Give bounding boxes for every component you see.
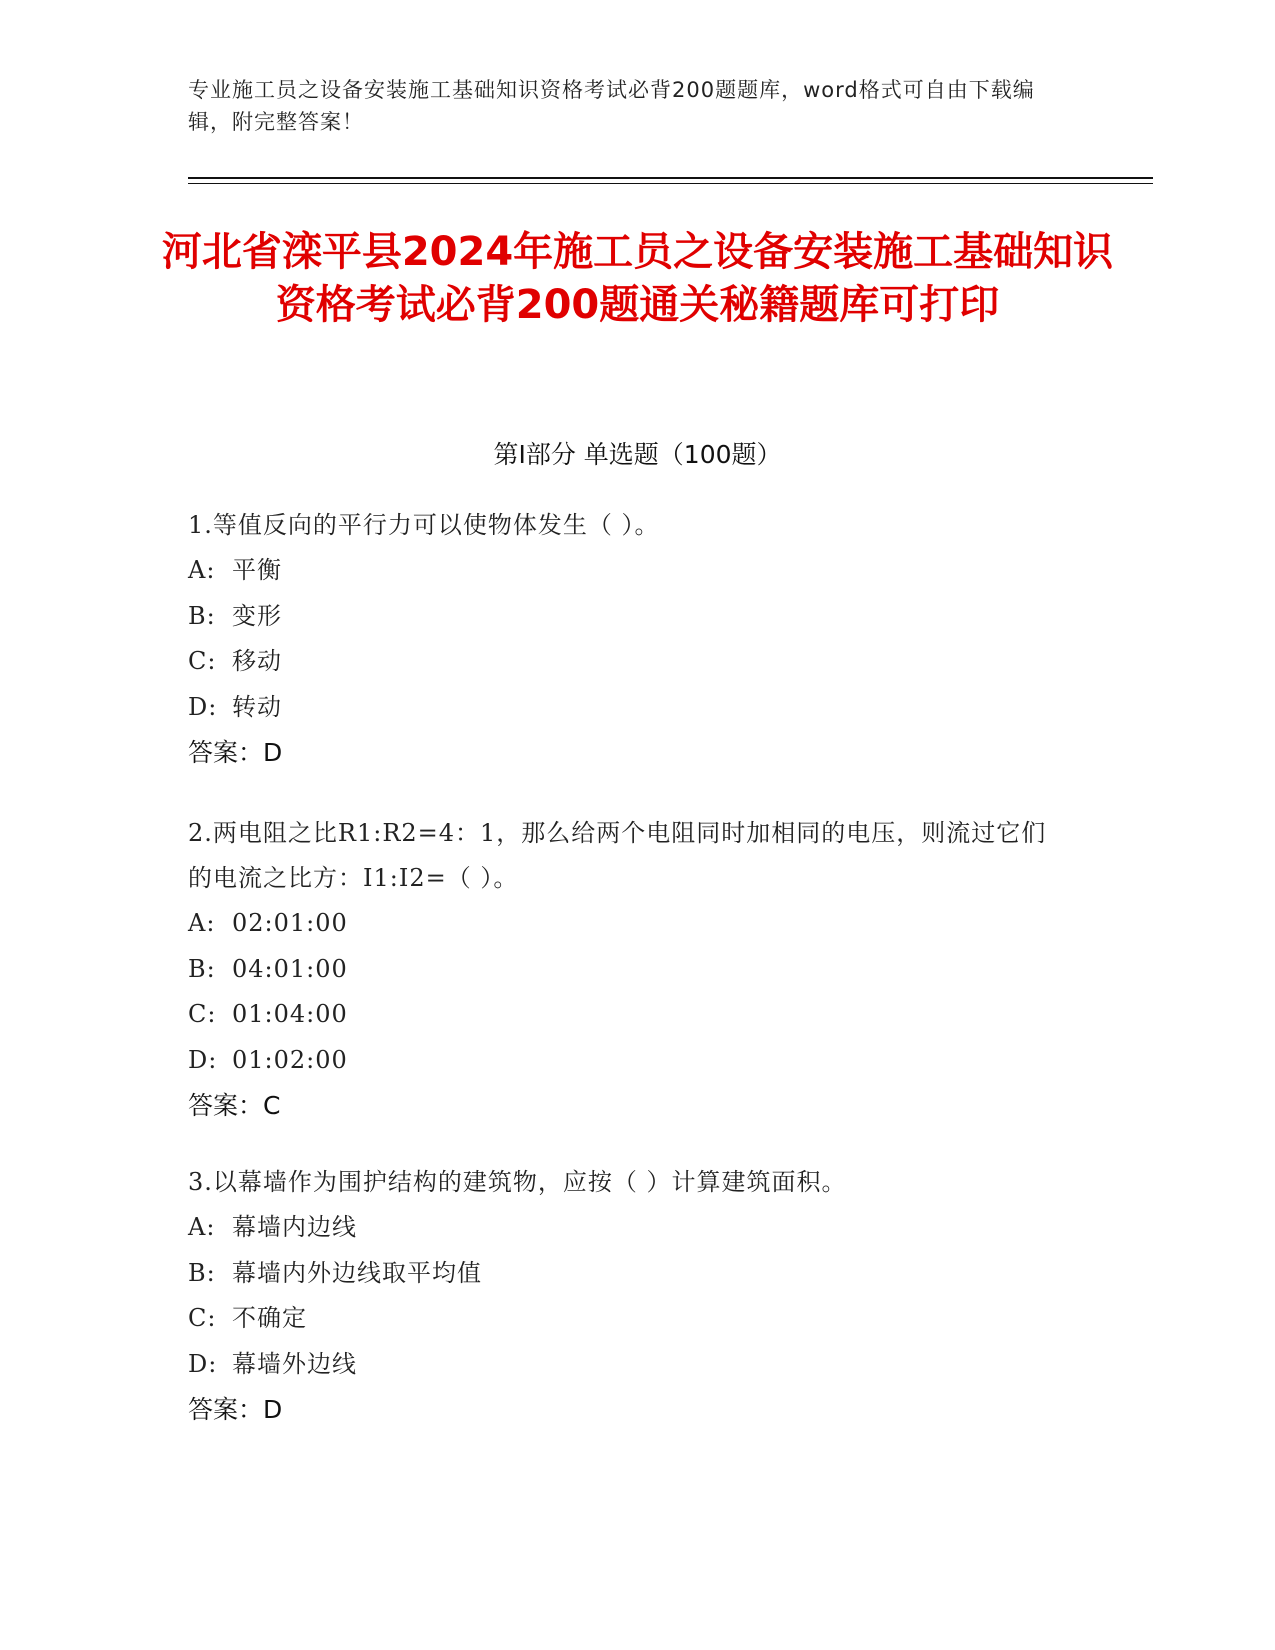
option-text: 01:04:00 bbox=[232, 1000, 348, 1028]
option-a bbox=[188, 548, 1088, 594]
option-text: 幕墙内外边线取平均值 bbox=[232, 1258, 482, 1287]
option-text: 04:01:00 bbox=[232, 954, 348, 983]
option-letter: A: bbox=[188, 1213, 216, 1241]
option-b bbox=[188, 1251, 1088, 1297]
option-letter: B: bbox=[188, 954, 216, 983]
option-b bbox=[188, 594, 1088, 640]
option-letter: D: bbox=[188, 692, 218, 721]
option-letter: C: bbox=[188, 1000, 217, 1028]
section-heading: 第I部分 单选题（100题） bbox=[493, 440, 782, 469]
option-a bbox=[188, 901, 1068, 947]
answer: 答案：D bbox=[188, 1395, 283, 1424]
header-note: 专业施工员之设备安装施工基础知识资格考试必背200题题库，word格式可自由下载编辑，附完整答案！ bbox=[188, 78, 1035, 134]
header-divider-thin bbox=[188, 183, 1153, 184]
question-stem: 3.以幕墙作为围护结构的建筑物，应按（ ）计算建筑面积。 bbox=[188, 1168, 847, 1196]
option-text: 幕墙外边线 bbox=[232, 1349, 357, 1378]
question-2 bbox=[188, 811, 1068, 1129]
option-letter: C: bbox=[188, 647, 217, 675]
option-text: 02:01:00 bbox=[232, 909, 348, 937]
option-letter: B: bbox=[188, 1258, 216, 1287]
option-text: 幕墙内边线 bbox=[232, 1213, 357, 1241]
option-d bbox=[188, 1342, 1088, 1388]
answer: 答案：D bbox=[188, 738, 283, 767]
option-d bbox=[188, 685, 1088, 731]
question-stem: 1.等值反向的平行力可以使物体发生（ ）。 bbox=[188, 511, 660, 539]
document-title: 河北省滦平县2024年施工员之设备安装施工基础知识资格考试必背200题通关秘籍题库可打印 bbox=[161, 229, 1114, 328]
option-text: 01:02:00 bbox=[232, 1045, 348, 1074]
option-letter: A: bbox=[188, 556, 216, 584]
option-letter: D: bbox=[188, 1045, 218, 1074]
option-letter: B: bbox=[188, 601, 216, 630]
option-c bbox=[188, 992, 1068, 1038]
option-text: 转动 bbox=[232, 692, 282, 721]
question-3 bbox=[188, 1160, 1088, 1433]
question-1 bbox=[188, 503, 1088, 776]
option-letter: A: bbox=[188, 909, 216, 937]
option-text: 平衡 bbox=[232, 556, 282, 584]
option-letter: C: bbox=[188, 1304, 217, 1332]
option-c bbox=[188, 639, 1088, 685]
header-divider-thick bbox=[188, 177, 1153, 179]
question-stem: 2.两电阻之比R1:R2=4：1，那么给两个电阻同时加相同的电压，则流过它们的电流之比方：I1:I2=（ ）。 bbox=[188, 819, 1047, 892]
option-text: 移动 bbox=[232, 647, 282, 675]
option-b bbox=[188, 947, 1068, 993]
option-text: 不确定 bbox=[232, 1304, 307, 1332]
option-text: 变形 bbox=[232, 601, 282, 630]
option-d bbox=[188, 1038, 1068, 1084]
option-a bbox=[188, 1205, 1088, 1251]
answer: 答案：C bbox=[188, 1091, 281, 1120]
option-c bbox=[188, 1296, 1088, 1342]
option-letter: D: bbox=[188, 1349, 218, 1378]
